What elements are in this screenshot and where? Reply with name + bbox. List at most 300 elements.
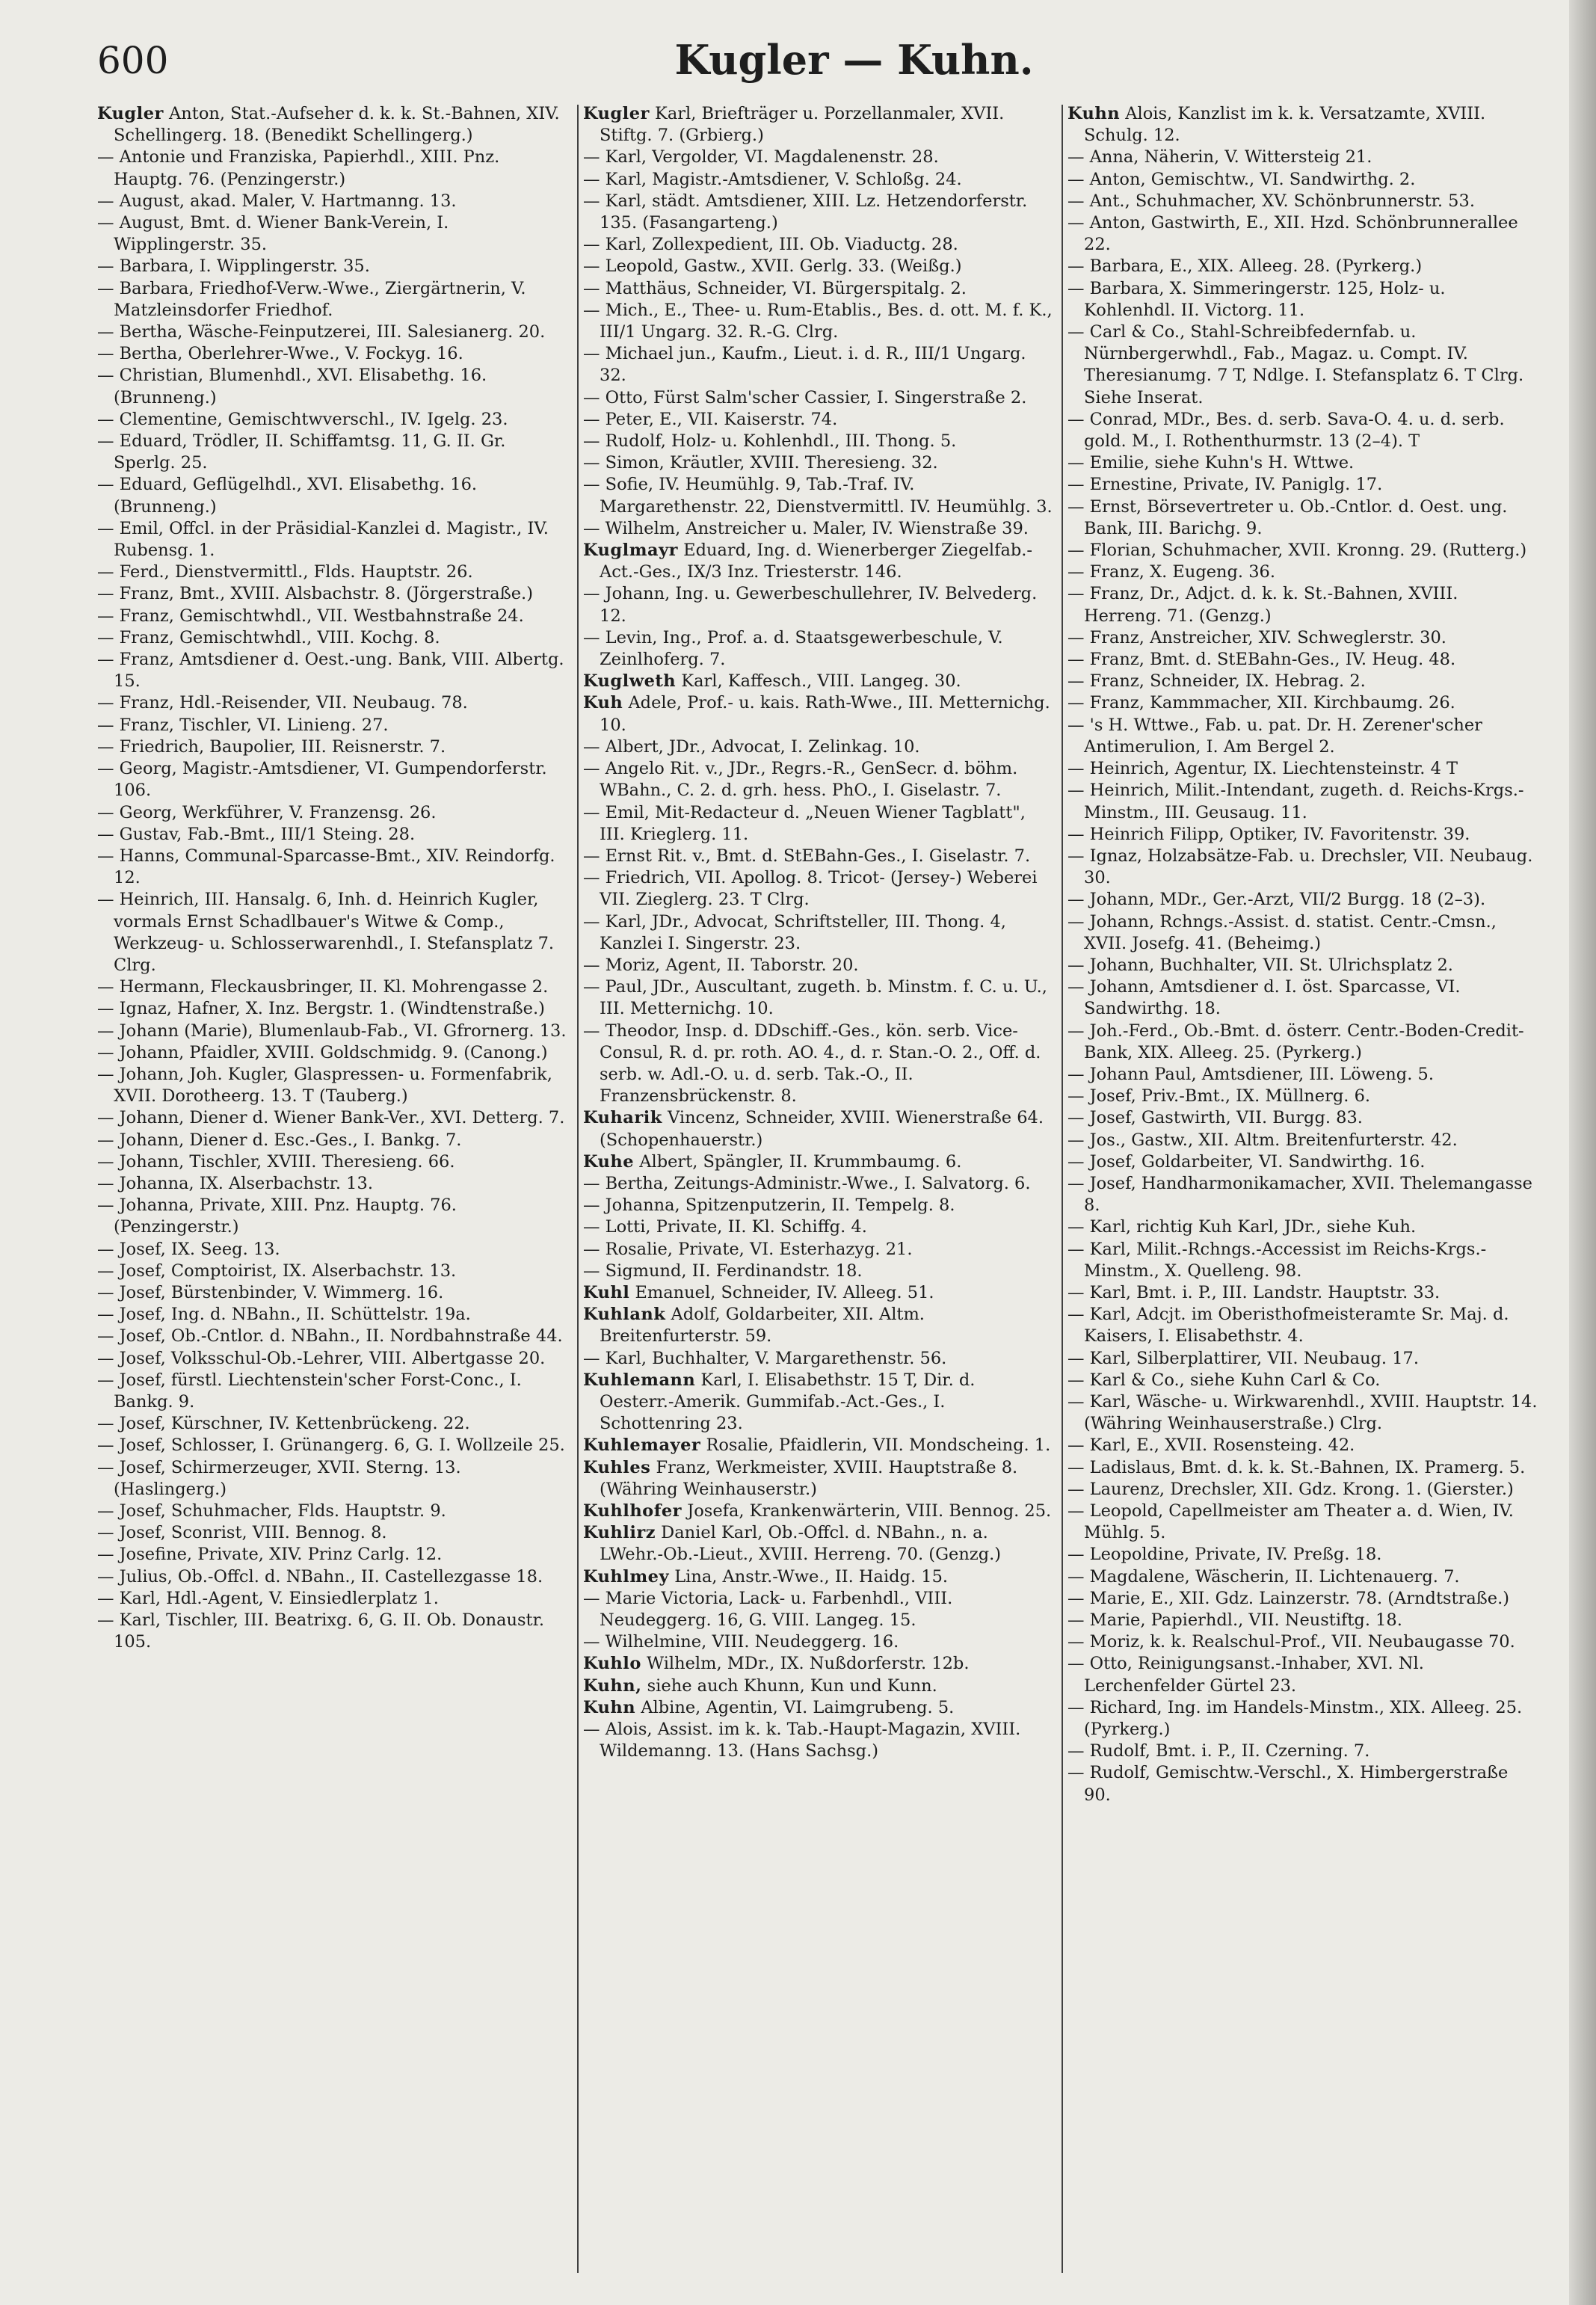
directory-entry [1067,1631,1538,1653]
entry-text: — Leopoldine, Private, IV. Preßg. 18. [1067,1545,1382,1565]
page-number: 600 [97,39,169,82]
entry-text: — Antonie und Franziska, Papierhdl., XIII. Pnz. Hauptg. 76. (Penzingerstr.) [97,147,500,189]
entry-text: — Johanna, Spitzenputzerin, II. Tempelg. 8. [583,1195,955,1216]
surname-heading: Kuhn [1067,104,1121,123]
entry-text: Albine, Agentin, VI. Laimgrubeng. 5. [641,1697,955,1717]
entry-text: — Johann, Pfaidler, XVIII. Goldschmidg. 9. (Canong.) [97,1042,548,1062]
surname-heading: Kuh [583,693,623,713]
surname-heading: Kuhlmey [583,1566,670,1587]
entry-text: — Conrad, MDr., Bes. d. serb. Sava-O. 4. u. d. serb. gold. M., I. Rothenthurmstr. 13 (2–4). T [1067,409,1505,452]
directory-entry [583,474,1054,517]
directory-entry [583,1195,1054,1216]
directory-entry [1067,1566,1538,1588]
directory-entry [583,343,1054,387]
entry-text: — Moriz, k. k. Realschul-Prof., VII. Neubaugasse 70. [1067,1632,1515,1652]
directory-entry [97,1282,568,1304]
entry-text: — Emil, Mit-Redacteur d. „Neuen Wiener Tagblatt", III. Krieglerg. 11. [583,802,1026,844]
directory-entry [97,409,568,431]
directory-entry [583,846,1054,867]
entry-text: — Sofie, IV. Heumühlg. 9, Tab.-Traf. IV. Margarethenstr. 22, Dienstvermittl. IV. Heumühlg. 3. [583,475,1053,517]
directory-entry [97,321,568,343]
directory-entry [1067,1304,1538,1347]
entry-text: — Heinrich Filipp, Optiker, IV. Favoritenstr. 39. [1067,824,1470,844]
entry-text: — Josef, Sconrist, VIII. Bennog. 8. [97,1523,387,1543]
directory-entry [583,955,1054,976]
directory-entry [583,409,1054,431]
entry-text: — Johann, Diener d. Wiener Bank-Ver., XVI. Detterg. 7. [97,1108,565,1128]
entry-text: — Heinrich, Agentur, IX. Liechtensteinstr. 4 T [1067,759,1458,779]
entry-text: — Josef, Ing. d. NBahn., II. Schüttelstr. 19a. [97,1305,471,1325]
directory-entry [97,147,568,190]
entry-text: — Friedrich, VII. Apollog. 8. Tricot- (Jersey-) Weberei VII. Zieglerg. 23. T Clrg. [583,868,1038,910]
column-3 [1067,103,1538,2286]
surname-heading: Kuharik [583,1108,662,1128]
entry-text: — Franz, Gemischtwhdl., VII. Westbahnstraße 24. [97,606,524,626]
directory-entry [97,103,568,147]
directory-entry [97,1544,568,1566]
directory-entry [97,474,568,517]
entry-text: — Ladislaus, Bmt. d. k. k. St.-Bahnen, IX. Pramerg. 5. [1067,1457,1526,1477]
directory-entry [583,1304,1054,1347]
entry-text: — Johanna, IX. Alserbachstr. 13. [97,1173,373,1193]
entry-text: — Karl, Tischler, III. Beatrixg. 6, G. II. Ob. Donaustr. 105. [97,1610,545,1652]
entry-text: — Simon, Kräutler, XVIII. Theresieng. 32. [583,453,938,473]
directory-entry [1067,846,1538,889]
directory-entry [97,1413,568,1435]
entry-text: — Josef, Goldarbeiter, VI. Sandwirthg. 16. [1067,1151,1426,1172]
entry-text: — Barbara, Friedhof-Verw.-Wwe., Ziergärtnerin, V. Matzleinsdorfer Friedhof. [97,278,526,320]
directory-entry [1067,583,1538,627]
directory-entry [97,1173,568,1195]
directory-entry [1067,955,1538,976]
entry-text: — Ernst, Börsevertreter u. Ob.-Cntlor. d. Oest. ung. Bank, III. Barichg. 9. [1067,496,1508,538]
entry-text: — Karl, richtig Kuh Karl, JDr., siehe Kuh. [1067,1217,1417,1237]
directory-entry [1067,715,1538,758]
entry-text: — Georg, Werkführer, V. Franzensg. 26. [97,802,437,822]
entry-text: — Heinrich, Milit.-Intendant, zugeth. d. Reichs-Krgs.-Minstm., III. Geusaug. 11. [1067,781,1524,822]
entry-text: — Eduard, Trödler, II. Schiffamtsg. 11, G. II. Gr. Sperlg. 25. [97,431,506,473]
directory-entry [583,1631,1054,1653]
entry-text: — Alois, Assist. im k. k. Tab.-Haupt-Magazin, XVIII. Wildemanng. 13. (Hans Sachsg.) [583,1720,1021,1761]
directory-entry [583,300,1054,343]
directory-entry [1067,1762,1538,1806]
directory-entry [583,1239,1054,1261]
entry-text: Franz, Werkmeister, XVIII. Hauptstraße 8. (Währing Weinhauserstr.) [600,1457,1018,1499]
page-edge [1569,0,1596,2305]
directory-entry [1067,1282,1538,1304]
entry-text: — Emilie, siehe Kuhn's H. Wttwe. [1067,453,1355,473]
entry-text: — Karl, Adcjt. im Oberisthofmeisteramte Sr. Maj. d. Kaisers, I. Elisabethstr. 4. [1067,1305,1509,1347]
directory-entry [583,1457,1054,1501]
entry-text: Daniel Karl, Ob.-Offcl. d. NBahn., n. a. LWehr.-Ob.-Lieut., XVIII. Herreng. 70. (Genzg.) [600,1523,1002,1565]
entry-text: Adolf, Goldarbeiter, XII. Altm. Breitenfurterstr. 59. [600,1305,925,1347]
directory-entry [97,431,568,474]
entry-text: — Johanna, Private, XIII. Pnz. Hauptg. 76. (Penzingerstr.) [97,1195,457,1237]
directory-entry [1067,1501,1538,1544]
directory-entry [97,889,568,976]
entry-text: — Ferd., Dienstvermittl., Flds. Hauptstr. 26. [97,562,473,582]
entry-text: — Karl, Buchhalter, V. Margarethenstr. 56. [583,1348,947,1368]
entry-text: Karl, I. Elisabethstr. 15 T, Dir. d. Oesterr.-Amerik. Gummifab.-Act.-Ges., I. Schottenring 23. [600,1370,976,1434]
directory-entry [583,1501,1054,1522]
entry-text: — Mich., E., Thee- u. Rum-Etablis., Bes. d. ott. M. f. K., III/1 Ungarg. 32. R.-G. Clrg. [583,300,1053,342]
entry-text: — Leopold, Gastw., XVII. Gerlg. 33. (Weißg.) [583,256,962,277]
directory-entry [1067,540,1538,561]
entry-text: Rosalie, Pfaidlerin, VII. Mondscheing. 1. [706,1435,1051,1456]
directory-entry [97,758,568,801]
directory-entry [583,1107,1054,1151]
directory-entry [583,452,1054,474]
column-1 [97,103,568,2286]
entry-text: — Josef, fürstl. Liechtenstein'scher Forst-Conc., I. Bankg. 9. [97,1370,522,1412]
entry-text: — Theodor, Insp. d. DDschiff.-Ges., kön. serb. Vice-Consul, R. d. pr. roth. AO. 4., d. r. Stan.-O. 2., Off. d. serb. w. Adl.-O. u. d. serb. Tak.-O., II. Franzensbrückenstr. 8. [583,1021,1041,1107]
directory-entry [583,147,1054,168]
directory-entry [583,518,1054,540]
directory-entry [97,1457,568,1501]
entry-text: — Karl, Zollexpedient, III. Ob. Viaductg. 28. [583,235,958,255]
entry-text: Alois, Kanzlist im k. k. Versatzamte, XVIII. Schulg. 12. [1084,104,1486,146]
directory-entry [1067,1216,1538,1238]
entry-text: — Heinrich, III. Hansalg. 6, Inh. d. Heinrich Kugler, vormals Ernst Schadlbauer's Witwe & Comp., Werkzeug- u. Schlosserwarenhdl., I. Stefansplatz 7. Clrg. [97,890,555,975]
entry-text: — Julius, Ob.-Offcl. d. NBahn., II. Castellezgasse 18. [97,1566,543,1587]
directory-entry [583,627,1054,671]
directory-entry [97,191,568,212]
directory-entry [583,540,1054,583]
directory-entry [97,1588,568,1610]
entry-text: — Christian, Blumenhdl., XVI. Elisabethg. 16. (Brunneng.) [97,366,487,407]
entry-text: — Hanns, Communal-Sparcasse-Bmt., XIV. Reindorfg. 12. [97,846,555,888]
directory-entry [583,1173,1054,1195]
entry-text: — Bertha, Wäsche-Feinputzerei, III. Salesianerg. 20. [97,322,546,342]
entry-text: — Georg, Magistr.-Amtsdiener, VI. Gumpendorferstr. 106. [97,759,547,801]
directory-entry [97,846,568,889]
directory-entry [1067,1086,1538,1107]
directory-entry [1067,496,1538,540]
entry-text: — Josef, Priv.-Bmt., IX. Müllnerg. 6. [1067,1086,1371,1107]
entry-text: — Rudolf, Bmt. i. P., II. Czerning. 7. [1067,1741,1370,1761]
directory-entry [583,278,1054,300]
directory-entry [97,976,568,998]
entry-text: — Karl, Hdl.-Agent, V. Einsiedlerplatz 1. [97,1588,439,1608]
directory-entry [1067,758,1538,780]
directory-entry [1067,627,1538,649]
entry-text: — Barbara, E., XIX. Alleeg. 28. (Pyrkerg.) [1067,256,1423,277]
entry-text: siehe auch Khunn, Kun und Kunn. [647,1675,937,1696]
entry-text: — Barbara, X. Simmeringerstr. 125, Holz- u. Kohlenhdl. II. Victorg. 11. [1067,278,1446,320]
entry-text: — Karl, E., XVII. Rosensteing. 42. [1067,1435,1355,1456]
entry-text: — Anton, Gemischtw., VI. Sandwirthg. 2. [1067,169,1416,189]
directory-entry [1067,1370,1538,1391]
directory-entry [97,1326,568,1347]
entry-text: — Magdalene, Wäscherin, II. Lichtenauerg. 7. [1067,1566,1460,1587]
directory-entry [1067,278,1538,321]
entry-text: — Karl, Bmt. i. P., III. Landstr. Hauptstr. 33. [1067,1282,1441,1302]
entry-text: — Rudolf, Holz- u. Kohlenhdl., III. Thong. 5. [583,431,957,452]
directory-entry [97,1435,568,1456]
entry-text: — Josef, Gastwirth, VII. Burgg. 83. [1067,1108,1363,1128]
directory-entry [1067,1588,1538,1610]
entry-text: — Johann, Rchngs.-Assist. d. statist. Centr.-Cmsn., XVII. Josefg. 41. (Beheimg.) [1067,911,1497,953]
entry-text: — Karl, JDr., Advocat, Schriftsteller, III. Thong. 4, Kanzlei I. Singerstr. 23. [583,911,1006,953]
entry-text: — Josef, IX. Seeg. 13. [97,1239,280,1259]
surname-heading: Kugler [583,104,650,123]
directory-entry [1067,1107,1538,1129]
entry-text: — Hermann, Fleckausbringer, II. Kl. Mohrengasse 2. [97,977,549,997]
directory-entry [1067,1610,1538,1631]
entry-text: Karl, Kaffesch., VIII. Langeg. 30. [681,671,961,692]
directory-entry [97,692,568,714]
entry-text: — Josef, Handharmonikamacher, XVII. Thelemangasse 8. [1067,1173,1533,1216]
entry-text: — Wilhelmine, VIII. Neudeggerg. 16. [583,1632,899,1652]
entry-text: — Levin, Ing., Prof. a. d. Staatsgewerbeschule, V. Zeinlhoferg. 7. [583,627,1003,670]
directory-entry [1067,474,1538,496]
entry-text: — Carl & Co., Stahl-Schreibfedernfab. u. Nürnbergerwhdl., Fab., Magaz. u. Compt. IV. Theresianumg. 7 T, Ndlge. I. Stefansplatz 6. T Clrg. Siehe Inserat. [1067,322,1524,407]
directory-entry [1067,889,1538,911]
directory-entry [1067,1741,1538,1762]
directory-entry [1067,1064,1538,1086]
entry-text: — Richard, Ing. im Handels-Minstm., XIX. Alleeg. 25. (Pyrkerg.) [1067,1697,1523,1740]
entry-text: — August, akad. Maler, V. Hartmanng. 13. [97,191,457,211]
entry-text: — Johann, Tischler, XVIII. Theresieng. 66. [97,1151,455,1172]
directory-entry [583,256,1054,277]
directory-entry [97,736,568,758]
directory-entry [583,103,1054,147]
entry-text: — Franz, Dr., Adjct. d. k. k. St.-Bahnen, XVIII. Herreng. 71. (Genzg.) [1067,584,1458,626]
directory-entry [97,1370,568,1413]
entry-text: — 's H. Wttwe., Fab. u. pat. Dr. H. Zerener'scher Antimerulion, I. Am Bergel 2. [1067,715,1482,757]
directory-entry [97,1501,568,1522]
entry-text: — Michael jun., Kaufm., Lieut. i. d. R., III/1 Ungarg. 32. [583,344,1026,386]
entry-text: — Josef, Bürstenbinder, V. Wimmerg. 16. [97,1282,444,1302]
entry-text: — Florian, Schuhmacher, XVII. Kronng. 29. (Rutterg.) [1067,541,1527,561]
directory-entry [1067,1653,1538,1696]
entry-text: — Johann, Ing. u. Gewerbeschullehrer, IV. Belvederg. 12. [583,584,1038,626]
entry-text: — Otto, Reinigungsanst.-Inhaber, XVI. Nl. Lerchenfelder Gürtel 23. [1067,1654,1424,1696]
surname-heading: Kuhlemayer [583,1435,701,1456]
entry-text: — Peter, E., VII. Kaiserstr. 74. [583,409,838,429]
entry-text: — Franz, Anstreicher, XIV. Schweglerstr. 30. [1067,627,1446,647]
directory-entry [97,824,568,846]
directory-entry [583,692,1054,736]
entry-text: — Franz, Tischler, VI. Linieng. 27. [97,715,389,735]
directory-entry [97,343,568,365]
column-divider [1062,105,1063,2273]
directory-entry [583,1522,1054,1566]
directory-entry [97,649,568,692]
entry-text: — Wilhelm, Anstreicher u. Maler, IV. Wienstraße 39. [583,518,1029,538]
directory-entry [97,1566,568,1588]
directory-entry [97,583,568,605]
directory-entry [583,1370,1054,1435]
surname-heading: Kuhn, [583,1675,642,1696]
entry-text: — Johann Paul, Amtsdiener, III. Löweng. 5. [1067,1064,1434,1084]
directory-entry [97,1064,568,1107]
directory-entry [97,1107,568,1129]
running-head [0,36,1596,84]
directory-entry [97,627,568,649]
column-divider [577,105,579,2273]
directory-entry [1067,256,1538,277]
directory-entry [583,1697,1054,1719]
entry-text: — Leopold, Capellmeister am Theater a. d. Wien, IV. Mühlg. 5. [1067,1501,1514,1543]
directory-entry [97,715,568,736]
entry-text: — Paul, JDr., Auscultant, zugeth. b. Minstm. f. C. u. U., III. Metternichg. 10. [583,977,1047,1019]
entry-text: — Ernst Rit. v., Bmt. d. StEBahn-Ges., I. Giselastr. 7. [583,846,1031,866]
entry-text: — Moriz, Agent, II. Taborstr. 20. [583,955,859,975]
directory-entry [583,191,1054,234]
directory-entry [97,1239,568,1261]
directory-entry [1067,1130,1538,1151]
entry-text: Josefa, Krankenwärterin, VIII. Bennog. 25. [687,1501,1052,1521]
entry-text: — Bertha, Oberlehrer-Wwe., V. Fockyg. 16. [97,344,463,364]
entry-text: Emanuel, Schneider, IV. Alleeg. 51. [635,1282,934,1302]
directory-entry [583,911,1054,955]
entry-text: — Rudolf, Gemischtw.-Verschl., X. Himbergerstraße 90. [1067,1763,1509,1805]
entry-text: — Marie, Papierhdl., VII. Neustiftg. 18. [1067,1610,1402,1631]
entry-text: — Karl, städt. Amtsdiener, XIII. Lz. Hetzendorferstr. 135. (Fasangarteng.) [583,191,1028,233]
column-2 [583,103,1054,2286]
directory-entry [97,1151,568,1173]
directory-entry [1067,824,1538,846]
entry-text: Karl, Briefträger u. Porzellanmaler, XVII. Stiftg. 7. (Grbierg.) [600,104,1005,146]
surname-heading: Kuhe [583,1151,635,1172]
surname-heading: Kuhlo [583,1654,641,1674]
entry-text: Albert, Spängler, II. Krummbaumg. 6. [639,1151,962,1172]
entry-text: — Angelo Rit. v., JDr., Regrs.-R., GenSecr. d. böhm. WBahn., C. 2. d. grh. hess. PhO., I. Giselastr. 7. [583,759,1018,801]
directory-entry [1067,911,1538,955]
entry-text: — Karl, Magistr.-Amtsdiener, V. Schloßg. 24. [583,169,962,189]
directory-entry [97,518,568,561]
directory-entry [583,1588,1054,1631]
directory-entry [97,561,568,583]
entry-text: — Josef, Schirmerzeuger, XVII. Sterng. 13. (Haslingerg.) [97,1457,461,1499]
directory-entry [1067,1348,1538,1370]
surname-heading: Kuhlhofer [583,1501,683,1521]
entry-text: — Franz, Schneider, IX. Hebrag. 2. [1067,671,1366,692]
entry-text: Adele, Prof.- u. kais. Rath-Wwe., III. Metternichg. 10. [600,693,1050,735]
surname-heading: Kuglmayr [583,541,679,561]
directory-entry [583,671,1054,692]
surname-heading: Kuhlemann [583,1370,696,1390]
directory-entry [97,998,568,1020]
directory-entry [583,169,1054,191]
directory-entry [97,1610,568,1653]
entry-text: — Franz, Gemischtwhdl., VIII. Kochg. 8. [97,627,440,647]
entry-text: — Karl, Wäsche- u. Wirkwarenhdl., XVIII. Hauptstr. 14. (Währing Weinhauserstraße.) Clrg. [1067,1391,1538,1434]
directory-entry [1067,169,1538,191]
entry-text: — Lotti, Private, II. Kl. Schiffg. 4. [583,1217,867,1237]
entry-text: — Josef, Schuhmacher, Flds. Hauptstr. 9. [97,1501,446,1521]
directory-entry [1067,191,1538,212]
entry-text: — Franz, Bmt. d. StEBahn-Ges., IV. Heug. 48. [1067,650,1456,670]
directory-entry [97,1130,568,1151]
directory-entry [1067,976,1538,1020]
entry-text: — Matthäus, Schneider, VI. Bürgerspitalg. 2. [583,278,967,298]
directory-entry [1067,147,1538,168]
entry-text: — Laurenz, Drechsler, XII. Gdz. Krong. 1. (Gierster.) [1067,1479,1514,1499]
directory-entry [1067,671,1538,692]
directory-entry [583,431,1054,452]
directory-entry [1067,452,1538,474]
entry-text: — Franz, X. Eugeng. 36. [1067,562,1276,582]
entry-text: — Franz, Bmt., XVIII. Alsbachstr. 8. (Jörgerstraße.) [97,584,533,604]
directory-entry [1067,1544,1538,1566]
directory-entry [583,1653,1054,1675]
directory-entry [1067,692,1538,714]
directory-entry [1067,561,1538,583]
directory-entry [97,256,568,277]
entry-text: — Johann, Diener d. Esc.-Ges., I. Bankg. 7. [97,1130,462,1150]
directory-entry [97,1304,568,1326]
directory-entry [97,1195,568,1238]
directory-entry [1067,649,1538,671]
directory-entry [97,278,568,321]
entry-text: — Friedrich, Baupolier, III. Reisnerstr. 7. [97,736,446,757]
entry-text: — Karl, Silberplattirer, VII. Neubaug. 17. [1067,1348,1419,1368]
directory-entry [97,212,568,256]
directory-entry [97,1021,568,1042]
directory-entry [1067,1479,1538,1501]
entry-text: Lina, Anstr.-Wwe., II. Haidg. 15. [674,1566,949,1587]
directory-entry [583,1435,1054,1456]
running-head-text: Kugler — Kuhn. [674,36,1034,84]
entry-text: — Bertha, Zeitungs-Administr.-Wwe., I. Salvatorg. 6. [583,1173,1031,1193]
directory-entry [583,976,1054,1020]
surname-heading: Kuhles [583,1457,651,1477]
surname-heading: Kuhl [583,1282,630,1302]
directory-entry [583,234,1054,256]
entry-text: — Karl, Milit.-Rchngs.-Accessist im Reichs-Krgs.-Minstm., X. Quelleng. 98. [1067,1239,1487,1281]
surname-heading: Kuglweth [583,671,677,692]
directory-entry [97,802,568,824]
directory-entry [583,1566,1054,1588]
directory-entry [1067,1021,1538,1064]
entry-text: — Gustav, Fab.-Bmt., III/1 Steing. 28. [97,824,416,844]
surname-heading: Kuhn [583,1697,636,1717]
entry-text: — Johann (Marie), Blumenlaub-Fab., VI. Gfrornerg. 13. [97,1021,567,1041]
directory-entry [583,583,1054,627]
directory-entry [1067,1391,1538,1435]
entry-text: — August, Bmt. d. Wiener Bank-Verein, I. Wipplingerstr. 35. [97,213,449,255]
directory-entry [1067,212,1538,256]
directory-entry [583,1151,1054,1173]
entry-text: — Ant., Schuhmacher, XV. Schönbrunnerstr. 53. [1067,191,1475,211]
directory-entry [583,1021,1054,1108]
entry-text: — Clementine, Gemischtwverschl., IV. Igelg. 23. [97,409,508,429]
directory-entry [1067,1457,1538,1479]
entry-text: — Ignaz, Hafner, X. Inz. Bergstr. 1. (Windtenstraße.) [97,999,545,1019]
entry-text: — Barbara, I. Wipplingerstr. 35. [97,256,370,277]
directory-entry [583,1216,1054,1238]
entry-text: Anton, Stat.-Aufseher d. k. k. St.-Bahnen, XIV. Schellingerg. 18. (Benedikt Schellingerg.) [114,104,560,146]
surname-heading: Kuhlank [583,1305,666,1325]
entry-text: — Josef, Ob.-Cntlor. d. NBahn., II. Nordbahnstraße 44. [97,1326,563,1347]
directory-entry [583,1719,1054,1762]
directory-entry [97,606,568,627]
entry-text: — Jos., Gastw., XII. Altm. Breitenfurterstr. 42. [1067,1130,1458,1150]
directory-entry [1067,409,1538,452]
entry-text: — Marie, E., XII. Gdz. Lainzerstr. 78. (Arndtstraße.) [1067,1588,1510,1608]
entry-text: — Karl & Co., siehe Kuhn Carl & Co. [1067,1370,1381,1390]
entry-text: — Albert, JDr., Advocat, I. Zelinkag. 10. [583,736,920,757]
entry-text: — Franz, Hdl.-Reisender, VII. Neubaug. 78. [97,693,468,713]
directory-entry [1067,1151,1538,1173]
directory-entry [583,867,1054,911]
entry-text: — Johann, Amtsdiener d. I. öst. Sparcasse, VI. Sandwirthg. 18. [1067,977,1461,1019]
directory-entry [1067,103,1538,147]
directory-entry [583,1282,1054,1304]
entry-text: — Otto, Fürst Salm'scher Cassier, I. Singerstraße 2. [583,387,1027,407]
